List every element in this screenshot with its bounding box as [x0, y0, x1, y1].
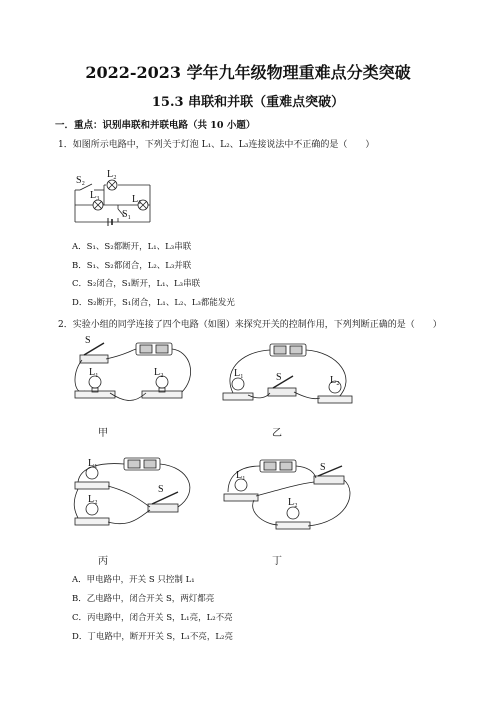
question-1-stem: 1．如图所示电路中，下列关于灯泡 L₁、L₂、L₃连接说法中不正确的是（ ） [58, 140, 375, 150]
bing-label-s: S [158, 484, 164, 495]
q2-circuit-yi [218, 338, 368, 413]
q2-circuit-bing [70, 452, 210, 547]
yi-label-l2: L₂ [330, 375, 340, 386]
q1-option-b: B．S₁、S₂都闭合，L₂、L₃并联 [72, 261, 192, 271]
ding-label-s: S [320, 462, 326, 473]
figure-caption-yi: 乙 [272, 428, 282, 439]
q1-label-l1: L₁ [132, 194, 142, 205]
q1-label-s2: S₂ [76, 175, 86, 186]
yi-label-l1: L₁ [234, 368, 244, 379]
bing-label-l1: L₁ [88, 458, 98, 469]
doc-title: 2022-2023 学年九年级物理重难点分类突破 [85, 63, 411, 82]
question-2-stem: 2．实验小组的同学连接了四个电路（如图）来探究开关的控制作用，下列判断正确的是（ ） [58, 320, 442, 330]
ding-label-l2: L₂ [288, 497, 298, 508]
figure-caption-ding: 丁 [272, 556, 282, 567]
q2-option-c: C．丙电路中，闭合开关 S，L₁亮，L₂不亮 [72, 613, 233, 623]
q1-option-a: A．S₁、S₂都断开，L₁、L₃串联 [72, 242, 192, 252]
jia-label-l2: L₂ [154, 367, 164, 378]
doc-subtitle: 15.3 串联和并联（重难点突破） [151, 95, 345, 110]
jia-label-l1: L₁ [89, 367, 99, 378]
q1-option-c: C．S₂闭合，S₁断开，L₁、L₃串联 [72, 279, 201, 289]
q2-circuit-ding [218, 452, 368, 547]
jia-label-s: S [85, 335, 91, 346]
yi-label-s: S [276, 372, 282, 383]
q1-circuit-diagram [70, 160, 160, 232]
q2-option-b: B．乙电路中，闭合开关 S，两灯都亮 [72, 594, 215, 604]
figure-caption-jia: 甲 [98, 428, 108, 439]
bing-label-l2: L₂ [88, 494, 98, 505]
q1-label-s1: S₁ [122, 209, 132, 220]
q1-label-l2: L₂ [107, 169, 117, 180]
q2-option-d: D．丁电路中，断开开关 S，L₁不亮，L₂亮 [72, 632, 233, 642]
q1-label-l3: L₃ [90, 190, 100, 201]
section-heading: 一．重点：识别串联和并联电路（共 10 小题） [55, 120, 256, 131]
ding-label-l1: L₁ [236, 470, 246, 481]
q2-option-a: A．甲电路中，开关 S 只控制 L₁ [72, 575, 195, 585]
q1-option-d: D．S₂断开，S₁闭合，L₁、L₂、L₃都能发光 [72, 298, 235, 308]
figure-caption-bing: 丙 [98, 556, 108, 567]
q2-circuit-jia [70, 335, 210, 410]
